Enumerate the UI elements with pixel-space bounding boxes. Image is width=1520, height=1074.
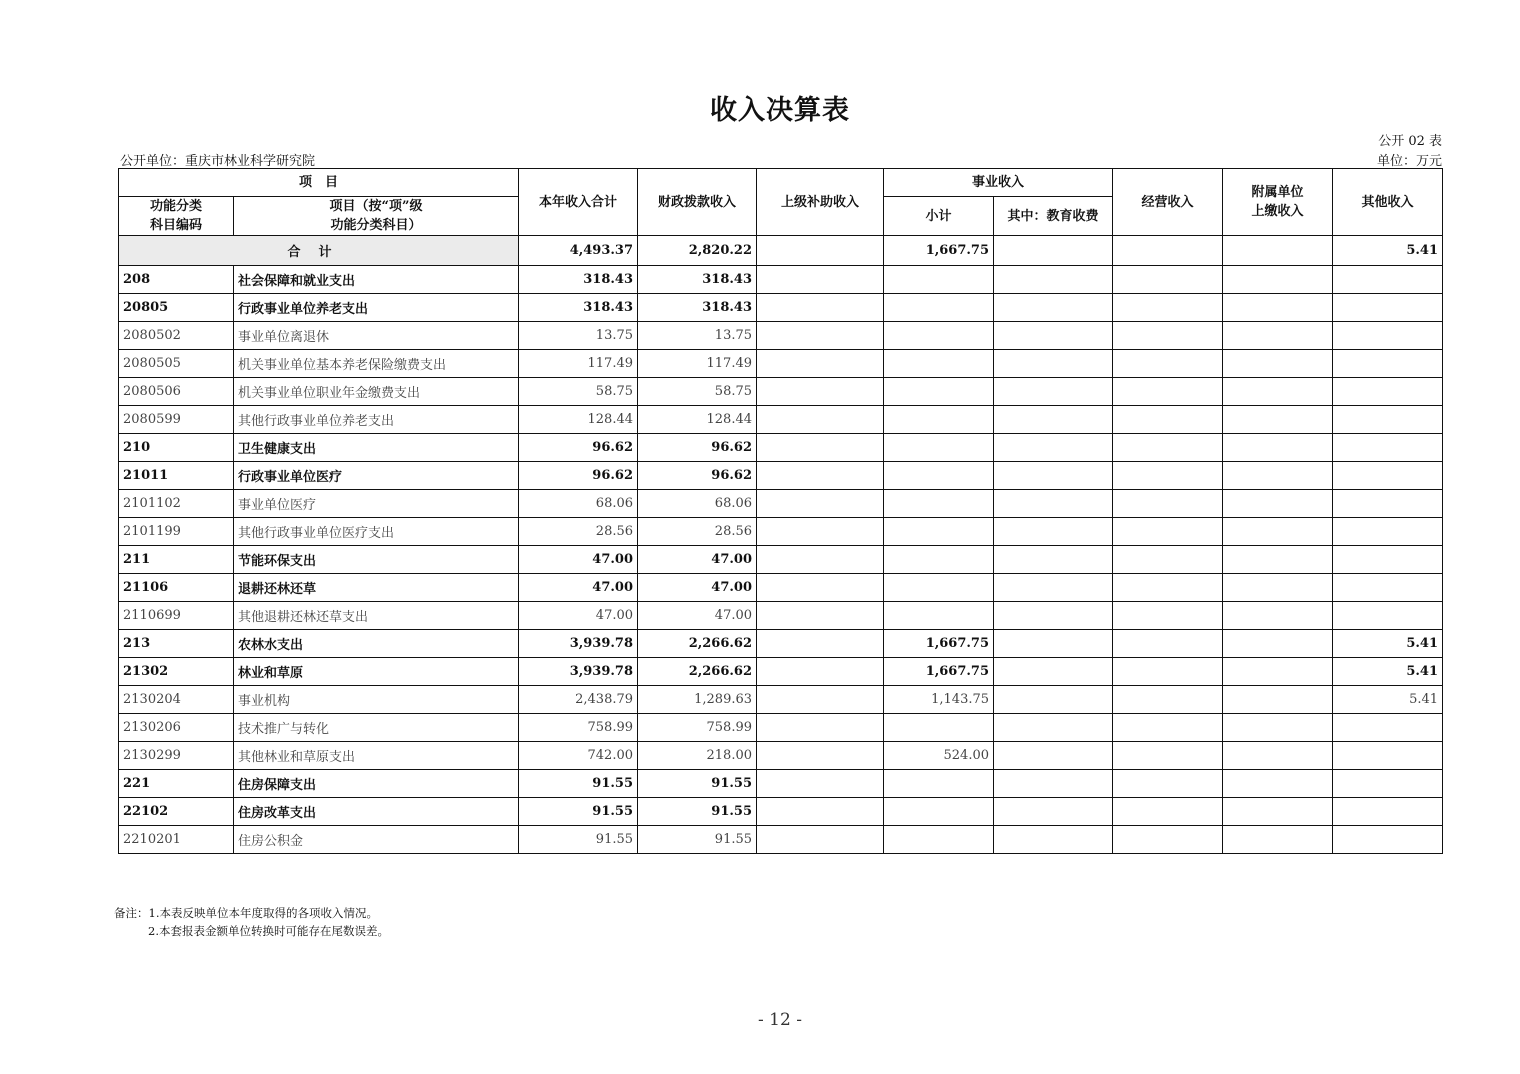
- cell-education: [994, 546, 1113, 574]
- cell-name: 住房公积金: [234, 826, 519, 854]
- cell-superior: [757, 490, 884, 518]
- cell-code: 2080502: [119, 322, 234, 350]
- cell-education: [994, 798, 1113, 826]
- cell-fiscal: 2,266.62: [638, 630, 757, 658]
- cell-other: [1333, 490, 1443, 518]
- header-affiliated: 附属单位 上缴收入: [1223, 169, 1333, 236]
- cell-code: 22102: [119, 798, 234, 826]
- cell-superior: [757, 322, 884, 350]
- cell-fiscal: 28.56: [638, 518, 757, 546]
- cell-name: 节能环保支出: [234, 546, 519, 574]
- cell-code: 21011: [119, 462, 234, 490]
- cell-fiscal: 47.00: [638, 602, 757, 630]
- cell-education: [994, 742, 1113, 770]
- cell-fiscal: 96.62: [638, 434, 757, 462]
- cell-superior: [757, 350, 884, 378]
- cell-total: 68.06: [519, 490, 638, 518]
- cell-other: [1333, 266, 1443, 294]
- total-label: 合计: [119, 236, 519, 266]
- cell-fiscal: 13.75: [638, 322, 757, 350]
- cell-total: 318.43: [519, 294, 638, 322]
- total-education: [994, 236, 1113, 266]
- cell-code: 2080506: [119, 378, 234, 406]
- cell-affiliated: [1223, 770, 1333, 798]
- cell-other: 5.41: [1333, 686, 1443, 714]
- cell-total: 91.55: [519, 826, 638, 854]
- cell-operating: [1113, 462, 1223, 490]
- total-fiscal: 2,820.22: [638, 236, 757, 266]
- total-subtotal: 1,667.75: [884, 236, 994, 266]
- cell-superior: [757, 434, 884, 462]
- cell-superior: [757, 602, 884, 630]
- table-row: [119, 686, 1443, 714]
- total-affiliated: [1223, 236, 1333, 266]
- cell-superior: [757, 462, 884, 490]
- cell-superior: [757, 518, 884, 546]
- cell-fiscal: 47.00: [638, 546, 757, 574]
- cell-fiscal: 47.00: [638, 574, 757, 602]
- cell-subtotal: [884, 798, 994, 826]
- cell-other: [1333, 574, 1443, 602]
- cell-operating: [1113, 714, 1223, 742]
- cell-other: [1333, 434, 1443, 462]
- cell-operating: [1113, 686, 1223, 714]
- cell-total: 96.62: [519, 462, 638, 490]
- cell-name: 林业和草原: [234, 658, 519, 686]
- cell-code: 2080505: [119, 350, 234, 378]
- cell-operating: [1113, 826, 1223, 854]
- cell-fiscal: 91.55: [638, 770, 757, 798]
- cell-education: [994, 378, 1113, 406]
- table-row: [119, 322, 1443, 350]
- cell-superior: [757, 294, 884, 322]
- cell-subtotal: [884, 378, 994, 406]
- cell-code: 221: [119, 770, 234, 798]
- cell-operating: [1113, 350, 1223, 378]
- cell-fiscal: 2,266.62: [638, 658, 757, 686]
- header-other: 其他收入: [1333, 169, 1443, 236]
- cell-affiliated: [1223, 630, 1333, 658]
- header-fiscal: 财政拨款收入: [638, 169, 757, 236]
- cell-total: 58.75: [519, 378, 638, 406]
- cell-fiscal: 58.75: [638, 378, 757, 406]
- cell-education: [994, 714, 1113, 742]
- cell-other: [1333, 826, 1443, 854]
- cell-name: 退耕还林还草: [234, 574, 519, 602]
- cell-subtotal: [884, 294, 994, 322]
- cell-education: [994, 294, 1113, 322]
- header-education: 其中：教育收费: [994, 197, 1113, 236]
- cell-subtotal: [884, 574, 994, 602]
- cell-total: 96.62: [519, 434, 638, 462]
- form-number: 公开 02 表: [1378, 134, 1442, 149]
- page-number: - 12 -: [758, 1010, 802, 1030]
- cell-code: 2080599: [119, 406, 234, 434]
- cell-other: [1333, 294, 1443, 322]
- cell-subtotal: 524.00: [884, 742, 994, 770]
- cell-other: [1333, 350, 1443, 378]
- cell-name: 其他行政事业单位养老支出: [234, 406, 519, 434]
- cell-subtotal: [884, 518, 994, 546]
- cell-superior: [757, 546, 884, 574]
- cell-name: 卫生健康支出: [234, 434, 519, 462]
- cell-operating: [1113, 630, 1223, 658]
- cell-code: 2130206: [119, 714, 234, 742]
- header-total-income: 本年收入合计: [519, 169, 638, 236]
- table-row: [119, 714, 1443, 742]
- cell-name: 其他行政事业单位医疗支出: [234, 518, 519, 546]
- cell-education: [994, 490, 1113, 518]
- cell-fiscal: 128.44: [638, 406, 757, 434]
- table-row: [119, 266, 1443, 294]
- cell-other: [1333, 602, 1443, 630]
- note-2: 2.本套报表金额单位转换时可能存在尾数误差。: [148, 924, 389, 938]
- cell-fiscal: 1,289.63: [638, 686, 757, 714]
- table-row: [119, 350, 1443, 378]
- cell-total: 742.00: [519, 742, 638, 770]
- header-code: 功能分类 科目编码: [119, 197, 234, 236]
- cell-subtotal: [884, 490, 994, 518]
- table-row: [119, 770, 1443, 798]
- header-item-group: 项 目: [119, 169, 519, 197]
- cell-fiscal: 117.49: [638, 350, 757, 378]
- cell-subtotal: [884, 434, 994, 462]
- cell-subtotal: 1,667.75: [884, 630, 994, 658]
- income-table: [118, 168, 1443, 854]
- cell-subtotal: [884, 350, 994, 378]
- cell-total: 13.75: [519, 322, 638, 350]
- cell-affiliated: [1223, 294, 1333, 322]
- cell-subtotal: 1,667.75: [884, 658, 994, 686]
- table-row: [119, 602, 1443, 630]
- cell-name: 社会保障和就业支出: [234, 266, 519, 294]
- header-name: 项目（按“项”级 功能分类科目）: [234, 197, 519, 236]
- cell-superior: [757, 826, 884, 854]
- cell-total: 3,939.78: [519, 658, 638, 686]
- cell-code: 208: [119, 266, 234, 294]
- cell-fiscal: 218.00: [638, 742, 757, 770]
- notes: [114, 904, 389, 940]
- cell-fiscal: 96.62: [638, 462, 757, 490]
- table-row: [119, 658, 1443, 686]
- cell-code: 2101102: [119, 490, 234, 518]
- cell-fiscal: 318.43: [638, 266, 757, 294]
- table-row: [119, 546, 1443, 574]
- cell-other: [1333, 798, 1443, 826]
- cell-other: 5.41: [1333, 630, 1443, 658]
- cell-affiliated: [1223, 714, 1333, 742]
- cell-superior: [757, 714, 884, 742]
- cell-other: [1333, 770, 1443, 798]
- cell-operating: [1113, 266, 1223, 294]
- cell-name: 技术推广与转化: [234, 714, 519, 742]
- cell-subtotal: [884, 266, 994, 294]
- cell-education: [994, 462, 1113, 490]
- cell-education: [994, 266, 1113, 294]
- cell-operating: [1113, 490, 1223, 518]
- header-business-group: 事业收入: [884, 169, 1113, 197]
- cell-name: 机关事业单位职业年金缴费支出: [234, 378, 519, 406]
- cell-operating: [1113, 574, 1223, 602]
- header-superior: 上级补助收入: [757, 169, 884, 236]
- cell-subtotal: [884, 826, 994, 854]
- cell-code: 21106: [119, 574, 234, 602]
- cell-education: [994, 686, 1113, 714]
- cell-affiliated: [1223, 462, 1333, 490]
- cell-subtotal: [884, 322, 994, 350]
- cell-affiliated: [1223, 574, 1333, 602]
- cell-operating: [1113, 294, 1223, 322]
- cell-affiliated: [1223, 406, 1333, 434]
- cell-total: 91.55: [519, 770, 638, 798]
- cell-name: 行政事业单位医疗: [234, 462, 519, 490]
- cell-name: 农林水支出: [234, 630, 519, 658]
- cell-code: 210: [119, 434, 234, 462]
- cell-education: [994, 658, 1113, 686]
- total-other: 5.41: [1333, 236, 1443, 266]
- cell-superior: [757, 630, 884, 658]
- cell-superior: [757, 798, 884, 826]
- cell-affiliated: [1223, 826, 1333, 854]
- cell-name: 事业单位离退休: [234, 322, 519, 350]
- cell-education: [994, 630, 1113, 658]
- header-subtotal: 小计: [884, 197, 994, 236]
- cell-fiscal: 91.55: [638, 826, 757, 854]
- cell-name: 行政事业单位养老支出: [234, 294, 519, 322]
- cell-subtotal: [884, 602, 994, 630]
- total-superior: [757, 236, 884, 266]
- cell-education: [994, 322, 1113, 350]
- table-row: [119, 630, 1443, 658]
- cell-affiliated: [1223, 434, 1333, 462]
- cell-operating: [1113, 406, 1223, 434]
- cell-subtotal: [884, 546, 994, 574]
- table-row: [119, 490, 1443, 518]
- cell-code: 213: [119, 630, 234, 658]
- cell-operating: [1113, 434, 1223, 462]
- table-row: [119, 742, 1443, 770]
- cell-code: 2130299: [119, 742, 234, 770]
- cell-superior: [757, 266, 884, 294]
- table-row: [119, 462, 1443, 490]
- cell-fiscal: 68.06: [638, 490, 757, 518]
- total-operating: [1113, 236, 1223, 266]
- table-row: [119, 294, 1443, 322]
- cell-total: 758.99: [519, 714, 638, 742]
- cell-other: 5.41: [1333, 658, 1443, 686]
- cell-subtotal: [884, 462, 994, 490]
- cell-other: [1333, 742, 1443, 770]
- cell-education: [994, 574, 1113, 602]
- total-total: 4,493.37: [519, 236, 638, 266]
- total-row: [119, 236, 1443, 266]
- cell-education: [994, 602, 1113, 630]
- cell-affiliated: [1223, 518, 1333, 546]
- cell-name: 住房保障支出: [234, 770, 519, 798]
- cell-code: 2210201: [119, 826, 234, 854]
- cell-name: 事业单位医疗: [234, 490, 519, 518]
- cell-operating: [1113, 770, 1223, 798]
- cell-superior: [757, 770, 884, 798]
- cell-operating: [1113, 658, 1223, 686]
- cell-total: 117.49: [519, 350, 638, 378]
- cell-education: [994, 826, 1113, 854]
- cell-affiliated: [1223, 546, 1333, 574]
- cell-superior: [757, 406, 884, 434]
- cell-code: 2101199: [119, 518, 234, 546]
- cell-subtotal: [884, 770, 994, 798]
- cell-other: [1333, 378, 1443, 406]
- cell-affiliated: [1223, 266, 1333, 294]
- cell-code: 211: [119, 546, 234, 574]
- cell-total: 47.00: [519, 574, 638, 602]
- cell-affiliated: [1223, 490, 1333, 518]
- cell-affiliated: [1223, 798, 1333, 826]
- cell-affiliated: [1223, 322, 1333, 350]
- cell-education: [994, 406, 1113, 434]
- cell-total: 91.55: [519, 798, 638, 826]
- cell-total: 128.44: [519, 406, 638, 434]
- cell-total: 47.00: [519, 602, 638, 630]
- cell-fiscal: 318.43: [638, 294, 757, 322]
- cell-other: [1333, 546, 1443, 574]
- cell-code: 2130204: [119, 686, 234, 714]
- header-operating: 经营收入: [1113, 169, 1223, 236]
- cell-affiliated: [1223, 742, 1333, 770]
- cell-other: [1333, 518, 1443, 546]
- cell-superior: [757, 686, 884, 714]
- cell-subtotal: [884, 714, 994, 742]
- note-1: 备注：1.本表反映单位本年度取得的各项收入情况。: [114, 906, 378, 920]
- cell-affiliated: [1223, 686, 1333, 714]
- currency-unit: 单位：万元: [1376, 154, 1442, 169]
- cell-total: 318.43: [519, 266, 638, 294]
- cell-code: 2110699: [119, 602, 234, 630]
- cell-total: 28.56: [519, 518, 638, 546]
- cell-name: 事业机构: [234, 686, 519, 714]
- cell-other: [1333, 406, 1443, 434]
- cell-subtotal: [884, 406, 994, 434]
- cell-education: [994, 350, 1113, 378]
- cell-affiliated: [1223, 658, 1333, 686]
- table-row: [119, 826, 1443, 854]
- cell-education: [994, 770, 1113, 798]
- cell-subtotal: 1,143.75: [884, 686, 994, 714]
- cell-fiscal: 91.55: [638, 798, 757, 826]
- cell-total: 2,438.79: [519, 686, 638, 714]
- cell-fiscal: 758.99: [638, 714, 757, 742]
- table-row: [119, 798, 1443, 826]
- cell-affiliated: [1223, 602, 1333, 630]
- cell-name: 其他退耕还林还草支出: [234, 602, 519, 630]
- cell-superior: [757, 378, 884, 406]
- cell-total: 3,939.78: [519, 630, 638, 658]
- cell-affiliated: [1223, 378, 1333, 406]
- reporting-unit: 公开单位：重庆市林业科学研究院: [120, 154, 316, 169]
- cell-code: 21302: [119, 658, 234, 686]
- cell-operating: [1113, 742, 1223, 770]
- cell-operating: [1113, 546, 1223, 574]
- table-row: [119, 378, 1443, 406]
- cell-operating: [1113, 378, 1223, 406]
- cell-operating: [1113, 798, 1223, 826]
- cell-other: [1333, 462, 1443, 490]
- cell-code: 20805: [119, 294, 234, 322]
- cell-superior: [757, 658, 884, 686]
- table-row: [119, 574, 1443, 602]
- table-row: [119, 518, 1443, 546]
- table-row: [119, 434, 1443, 462]
- cell-other: [1333, 322, 1443, 350]
- cell-name: 住房改革支出: [234, 798, 519, 826]
- cell-affiliated: [1223, 350, 1333, 378]
- cell-superior: [757, 574, 884, 602]
- table-row: [119, 406, 1443, 434]
- cell-superior: [757, 742, 884, 770]
- page-title: 收入决算表: [710, 95, 850, 126]
- cell-name: 其他林业和草原支出: [234, 742, 519, 770]
- cell-operating: [1113, 602, 1223, 630]
- cell-other: [1333, 714, 1443, 742]
- cell-education: [994, 434, 1113, 462]
- cell-name: 机关事业单位基本养老保险缴费支出: [234, 350, 519, 378]
- cell-operating: [1113, 518, 1223, 546]
- cell-total: 47.00: [519, 546, 638, 574]
- cell-education: [994, 518, 1113, 546]
- cell-operating: [1113, 322, 1223, 350]
